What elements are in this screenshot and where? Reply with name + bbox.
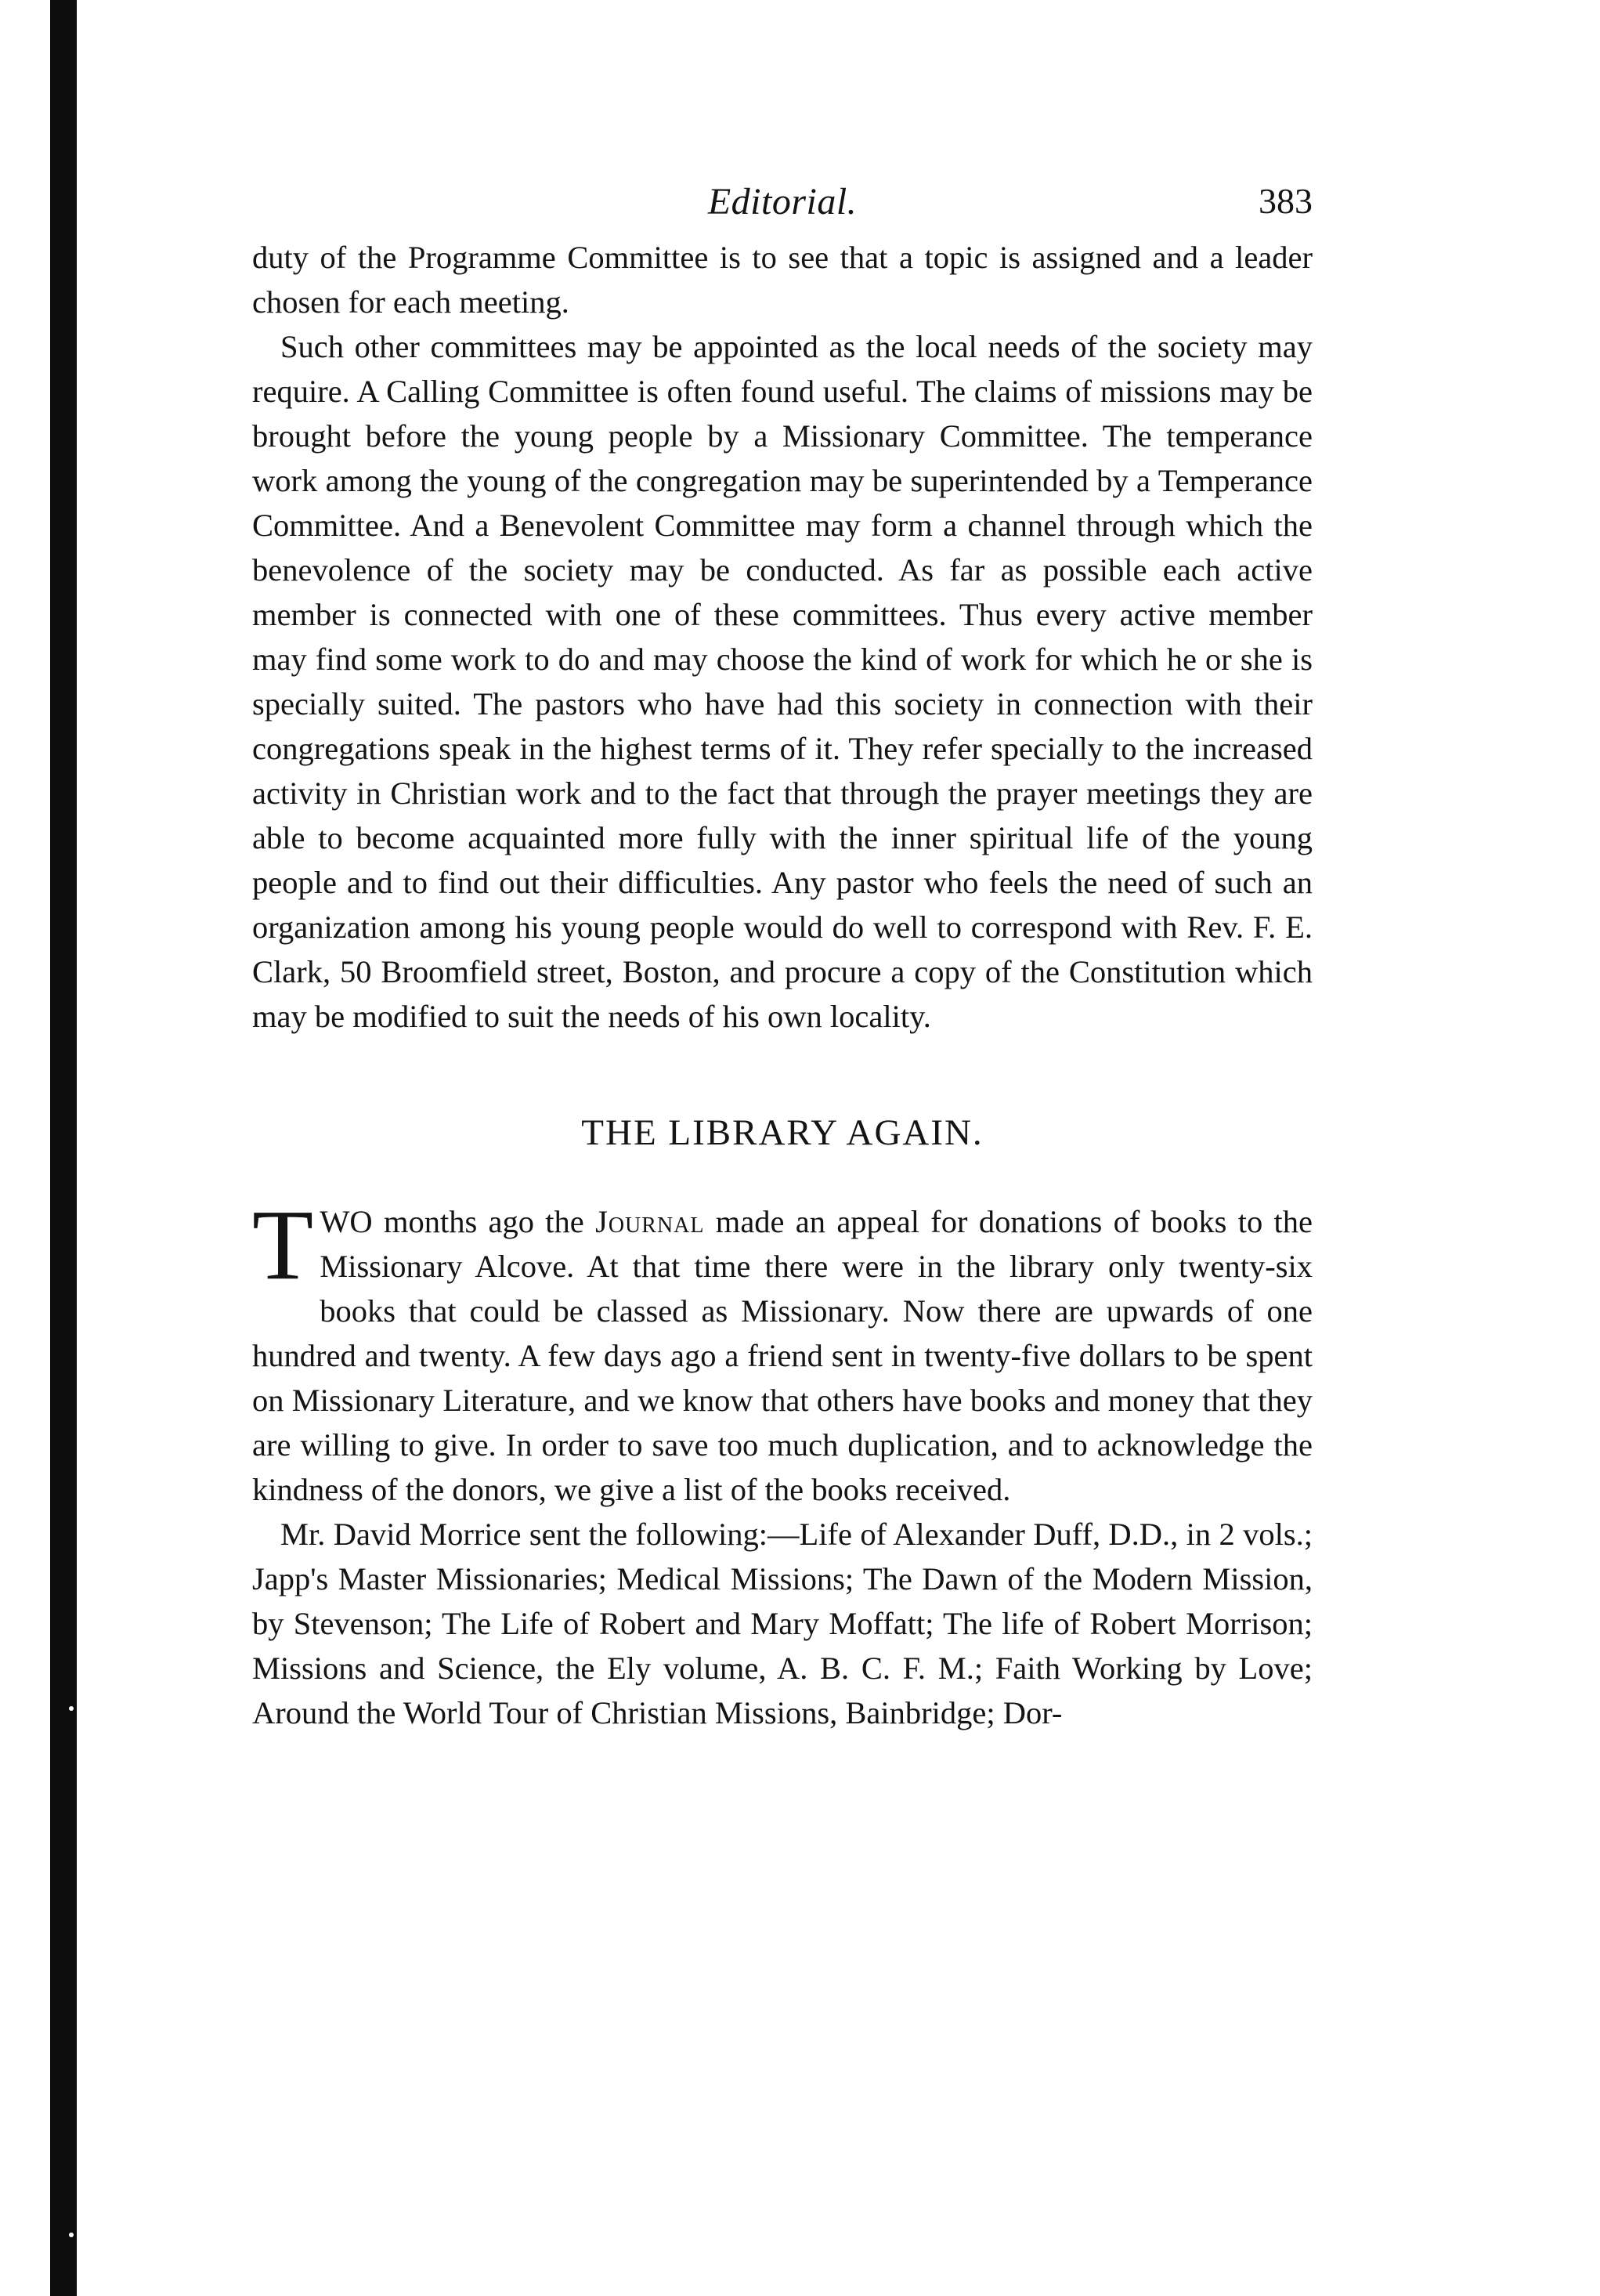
journal-word: Journal bbox=[595, 1204, 705, 1239]
scan-binding-edge bbox=[50, 0, 77, 2296]
intro-part-1: months ago the bbox=[372, 1204, 596, 1239]
running-head bbox=[252, 180, 1313, 235]
continued-paragraph: duty of the Programme Committee is to see that a topic is assigned and a leader chosen for each meeting. bbox=[252, 240, 1313, 320]
intro-part-2: made an appeal for donations of books to the Missionary Alcove. At that time there were in the library only twenty-six books that could be classed as Missionary. Now there are upwards of one hundred and twenty. A few days ago a friend sent in twenty-five dollars to be spent on Missionary Literature, and we know that others have books and money that they are willing to give. In order to save too much duplication, and to acknowledge the kindness of the donors, we give a list of the books received. bbox=[252, 1204, 1313, 1507]
donors-paragraph: Mr. David Morrice sent the following:—Life of Alexander Duff, D.D., in 2 vols.; Japp's Master Missionaries; Medical Missions; The Dawn of the Modern Mission, by Stevenson; The Life of Robert and Mary Moffatt; The life of Robert Morrison; Missions and Science, the Ely volume, A. B. C. F. M.; Faith Working by Love; Around the World Tour of Christian Missions, Bainbridge; Dor- bbox=[252, 1517, 1313, 1730]
section-title: Editorial. bbox=[707, 181, 858, 222]
committees-paragraph: Such other committees may be appointed as the local needs of the society may require. A Calling Committee is often found useful. The claims of missions may be brought before the young people by a Missionary Committee. The temperance work among the young of the congregation may be superintended by a Temperance Committee. And a Benevolent Committee may form a channel through which the benevolence of the society may be conducted. As far as possible each active member is connected with one of these committees. Thus every active member may find some work to do and may choose the kind of work for which he or she is specially suited. The pastors who have had this society in connection with their congregations speak in the highest terms of it. They refer specially to the increased activity in Christian work and to the fact that through the prayer meetings they are able to become acquainted more fully with the inner spiritual life of the young people and to find out their difficulties. Any pastor who feels the need of such an organization among his young people would do well to correspond with Rev. F. E. Clark, 50 Broomfield street, Boston, and procure a copy of the Constitution which may be modified to suit the needs of his own locality. bbox=[252, 329, 1313, 1034]
drop-cap: T bbox=[252, 1189, 314, 1300]
scan-speck bbox=[69, 2233, 74, 2237]
scan-speck bbox=[69, 1706, 74, 1711]
intro-paragraph bbox=[252, 1189, 1313, 1512]
intro-first-word-rest: WO bbox=[320, 1204, 373, 1239]
page-number: 383 bbox=[1259, 181, 1313, 221]
body-text bbox=[252, 235, 1313, 1735]
article-heading: THE LIBRARY AGAIN. bbox=[581, 1112, 984, 1153]
page bbox=[252, 180, 1313, 1735]
